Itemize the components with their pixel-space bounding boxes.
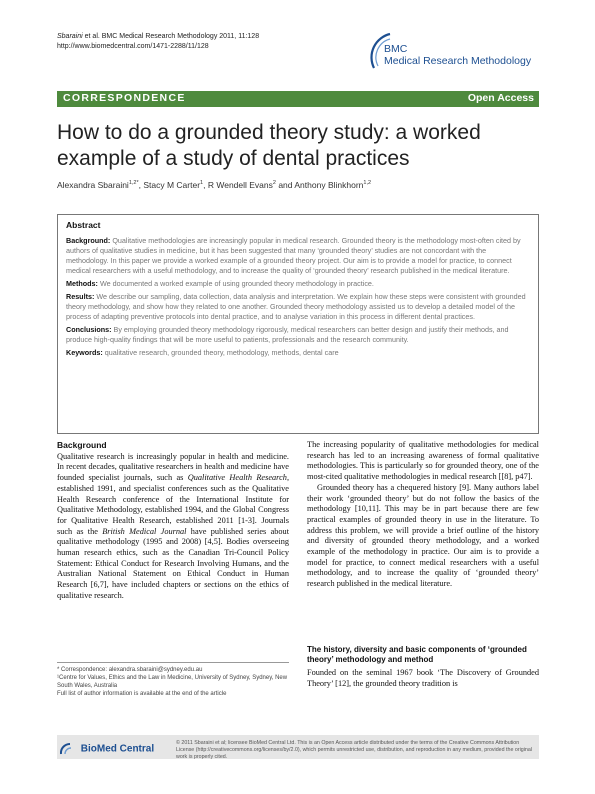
abstract-methods [66, 279, 530, 289]
author-affil: 2 [272, 180, 276, 187]
left-column [57, 440, 289, 602]
abstract-keywords [66, 348, 530, 358]
journal-brand: BMC [384, 43, 408, 55]
article-title: How to do a grounded theory study: a worked example of a study of dental practices [57, 121, 481, 170]
abstract-background [66, 236, 530, 276]
journal-logo [384, 44, 531, 67]
affiliation-note: ¹Centre for Values, Ethics and the Law in Medicine, University of Sydney, Sydney, New South Wales, Australia [57, 675, 288, 689]
abstract-conclusions [66, 325, 530, 345]
author-affil: 1,2 [363, 180, 372, 187]
article-type-bar [57, 91, 539, 107]
author: Alexandra Sbaraini [57, 180, 129, 190]
text: By employing grounded theory methodology rigorously, medical researchers can better design and justify their methods, and produce high-quality findings that will be more useful to patients, professionals and the research community. [66, 325, 509, 344]
biomed-logo-icon [60, 742, 78, 756]
correspondence-note: * Correspondence: alexandra.sbaraini@sydney.edu.au [57, 667, 203, 673]
running-header [57, 32, 259, 51]
section-heading: Background [57, 440, 107, 450]
label: Keywords: [66, 348, 103, 357]
author: R Wendell Evans [207, 180, 273, 190]
text: have published series about qualitative methodology (1995 and 2008) [4,5]. Bodies overseeing human research ethics, such as the Canadian Tri-Council Policy Statement: Ethical Conduct for Research Involving Humans, and the Australian National Statement on Ethical Conduct in Human Research [6,7], have included chapters or sections on the ethics of qualitative research. [57, 526, 290, 600]
text: We describe our sampling, data collection, data analysis and interpretation. We explain how these steps were consistent with grounded theory methodology, and show how they related to one another. Grounded theory methodology assisted us to develop a detailed model of the process of adapting preventive protocols into dental practice, and to analyse variation in this process in different dental practices. [66, 292, 526, 321]
author-list: Alexandra Sbaraini$^{1,2*}$, Stacy M Carter$^1$, R Wendell Evans$^2$ and Anthony Blinkhorn$^{1,2}$ [57, 180, 372, 190]
abstract-box [57, 214, 539, 434]
journal-name: Qualitative Health Research [187, 473, 287, 483]
right-column [307, 440, 539, 590]
author-affil: 1,2* [128, 180, 139, 187]
paragraph: The increasing popularity of qualitative methodologies for medical research has led to an increasing awareness of formal qualitative methodologies. This is particularly so for grounded theory, one of the most-cited qualitative methodologies in medical research [[8], p47]. [307, 440, 539, 482]
biomed-central-logo [60, 742, 154, 756]
author-info-note: Full list of author information is available at the end of the article [57, 691, 227, 697]
text: , established 1991, and specialist conferences such as the Qualitative Health Research conference of the International Institute for Qualitative Methodology, established 1994, and the Global Congress for Qualitative Health Research, established 2011 [1-3]. Journals such as the [57, 473, 290, 536]
label: Results: [66, 292, 95, 301]
journal-name: British Medical Journal [102, 526, 187, 536]
label: Conclusions: [66, 325, 112, 334]
article-url[interactable]: http://www.biomedcentral.com/1471-2288/11/128 [57, 42, 209, 50]
citation-authors: Sbaraini [57, 33, 83, 40]
open-access-label: Open Access [467, 92, 534, 104]
journal-name: Medical Research Methodology [384, 55, 532, 67]
text: Qualitative methodologies are increasingly popular in medical research. Grounded theory is the methodology most-often cited by authors of qualitative studies in medicine, but it has been suggested that many ‘grounded theory’ studies are not concordant with the methodology. In this paper we provide a worked example of a grounded theory project. Our aim is to provide a model for practice, to connect medical researchers with a useful methodology, and to increase the quality of ‘grounded theory’ research published in the medical literature. [66, 236, 521, 275]
text: We documented a worked example of using grounded theory methodology in practice. [99, 279, 374, 288]
author-affil: 1 [200, 180, 204, 187]
paragraph: Grounded theory has a chequered history [9]. Many authors label their work ‘grounded theory’ but do not follow the basics of the methodology [10,11]. This may be in part because there are few practical examples of grounded theory in use in the literature. To address this problem, we will provide a brief outline of the history and diversity of grounded theory methodology, and a worked example of the methodology in practice. Our aim is to provide a model for practice, to connect medical researchers with a useful methodology, and to increase the quality of ‘grounded theory’ research published in the medical literature. [307, 482, 539, 589]
paragraph [57, 452, 289, 602]
author: Stacy M Carter [143, 180, 201, 190]
footnotes [57, 662, 289, 698]
paragraph: Founded on the seminal 1967 book ‘The Discovery of Grounded Theory’ [12], the grounded theory tradition is [307, 668, 539, 688]
abstract-results [66, 292, 530, 322]
text: Qualitative research is increasingly popular in health and medicine. In recent decades, qualitative researchers in health and medicine have founded specialist journals, such as [57, 451, 289, 483]
label: Background: [66, 236, 111, 245]
label: Methods: [66, 279, 98, 288]
author: Anthony Blinkhorn [294, 180, 364, 190]
copyright-text: © 2011 Sbaraini et al; licensee BioMed Central Ltd. This is an Open Access article distributed under the terms of the Creative Commons Attribution License (http://creativecommons.org/licenses/by/2.0), which permits unrestricted use, distribution, and reproduction in any medium, provided the original work is properly cited. [176, 740, 532, 760]
abstract-heading: Abstract [66, 220, 101, 230]
citation-text: et al. BMC Medical Research Methodology 2011, 11:128 [84, 33, 260, 40]
text: qualitative research, grounded theory, methodology, methods, dental care [104, 348, 339, 357]
article-type: CORRESPONDENCE [63, 92, 186, 104]
logo-text: BioMed Central [80, 743, 155, 755]
subsection-heading: The history, diversity and basic components of ‘grounded theory’ methodology and method [307, 645, 527, 664]
